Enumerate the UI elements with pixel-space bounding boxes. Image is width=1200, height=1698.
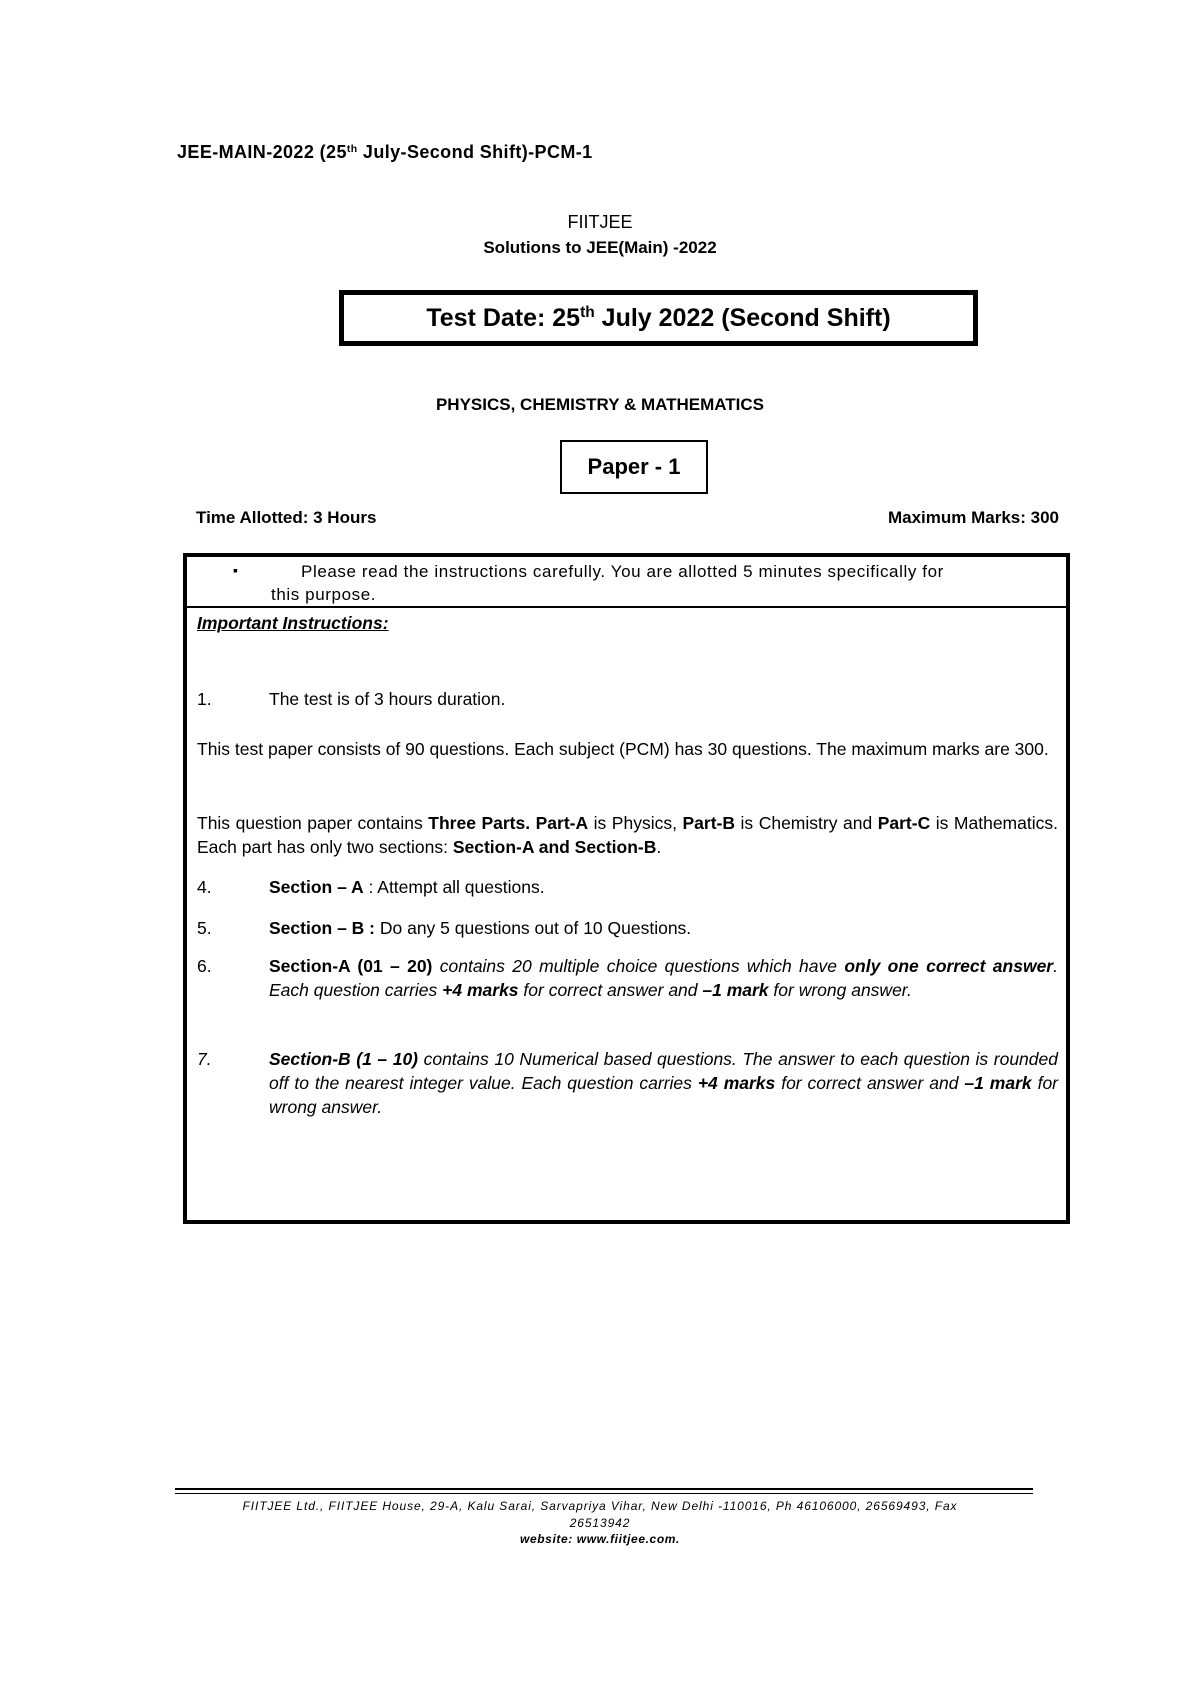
instruction-parts-paragraph: This question paper contains Three Parts. Part-A is Physics, Part-B is Chemistry and Part-C is Mathematics. Each part has only two sections: Section-A and Section-B. <box>197 813 1058 857</box>
time-allotted: Time Allotted: 3 Hours <box>196 508 377 527</box>
test-date-box <box>339 290 978 346</box>
square-bullet-icon: ▪ <box>233 562 238 578</box>
test-date-title: Test Date: 25th July 2022 (Second Shift) <box>426 303 891 332</box>
footer-divider-thin <box>175 1493 1033 1494</box>
subjects-heading: PHYSICS, CHEMISTRY & MATHEMATICS <box>435 395 765 414</box>
paper-label-box <box>560 440 708 494</box>
notice-text: Please read the instructions carefully. You are allotted 5 minutes specifically for this purpose. <box>271 562 944 604</box>
org-name: FIITJEE <box>567 212 633 232</box>
important-instructions-heading: Important Instructions: <box>197 613 389 633</box>
maximum-marks: Maximum Marks: 300 <box>887 508 1059 527</box>
notice-row <box>187 557 1066 608</box>
running-header: JEE-MAIN-2022 (25th July-Second Shift)-PCM-1 <box>177 142 593 162</box>
paper-label: Paper - 1 <box>587 454 681 479</box>
instructions-box: ▪ Please read the instructions carefully. You are allotted 5 minutes specifically for this purpose. Important Instructions: 1. The test is of 3 hours duration. This test paper consists of 90 questions. Each subject (PCM) has 30 questions. The maximum marks are 300. This question paper contains Three Parts. Part-A is Physics, Part-B is Chemistry and Part-C is Mathematics. Each part has only two sections: Section-A and Section-B. 4. Section – A : Attempt all questions. 5. Section – B : Do any 5 questions out of 10 Questions. 6. Section-A (01 – 20) contains 20 multiple choice questions which have only one correct answer. Each question carries +4 marks for correct answer and –1 mark for wrong answer. 7. Section-B (1 – 10) contains 10 Numerical based questions. The answer to each question is rounded off to the nearest integer value. Each question carries +4 marks for correct answer and –1 mark for wrong answer. <box>183 553 1070 1224</box>
instruction-questions-paragraph: This test paper consists of 90 questions. Each subject (PCM) has 30 questions. The maximum marks are 300. <box>197 739 1049 759</box>
footer-divider <box>175 1488 1033 1490</box>
footer-address: FIITJEE Ltd., FIITJEE House, 29-A, Kalu Sarai, Sarvapriya Vihar, New Delhi -110016, Ph 46106000, 26569493, Fax 26513942 <box>242 1499 958 1530</box>
footer-website: website: www.fiitjee.com. <box>520 1532 680 1546</box>
document-subtitle: Solutions to JEE(Main) -2022 <box>483 238 717 257</box>
